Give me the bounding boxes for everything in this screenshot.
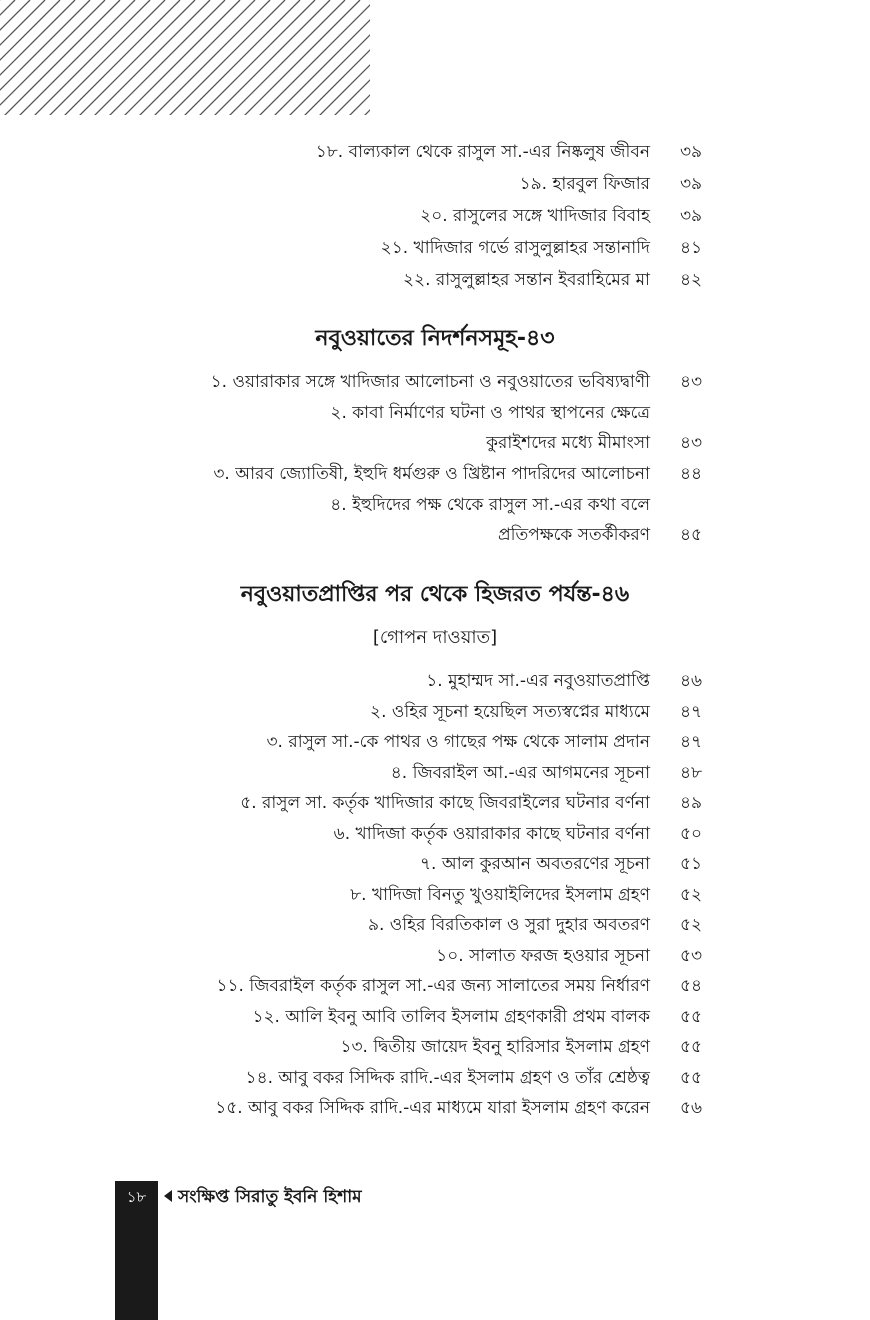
toc-entry-page: ৪৪ <box>680 464 703 484</box>
toc-entry-title: ৩. রাসুল সা.-কে পাথর ও গাছের পক্ষ থেকে সালাম প্রদান <box>266 732 650 752</box>
toc-entry[interactable] <box>0 1063 870 1093</box>
toc-entry-title: ২. কাবা নির্মাণের ঘটনা ও পাথর স্থাপনের ক্ষেত্রে <box>330 403 650 423</box>
toc-entry[interactable] <box>0 819 870 849</box>
toc-entry-page: ৩৯ <box>680 142 703 162</box>
toc-entry-title: ২১. খাদিজার গর্ভে রাসুলুল্লাহর সন্তানাদি <box>380 238 650 258</box>
toc-entry[interactable] <box>0 666 870 696</box>
toc-entry-page: ৫৪ <box>680 976 703 996</box>
toc-entry-page: ৪১ <box>680 238 703 258</box>
toc-entry-title: ১. ওয়ারাকার সঙ্গে খাদিজার আলোচনা ও নবুওয়াতের ভবিষ্যদ্বাণী <box>210 372 650 392</box>
toc-entry-title: ৬. খাদিজা কর্তৃক ওয়ারাকার কাছে ঘটনার বর্ণনা <box>333 824 650 844</box>
toc-entry[interactable] <box>0 697 870 727</box>
hatch-line <box>270 0 370 115</box>
toc-entry-page: ৫১ <box>680 854 703 874</box>
toc-entry-title: ৯. ওহির বিরতিকাল ও সুরা দুহার অবতরণ <box>367 915 650 935</box>
toc-entry[interactable] <box>0 137 870 167</box>
toc-entry-page: ৫৫ <box>680 1007 703 1027</box>
toc-entry-title: ১৮. বাল্যকাল থেকে রাসুল সা.-এর নিষ্কলুষ জীবন <box>315 142 650 162</box>
toc-entry-title: ২২. রাসুলুল্লাহর সন্তান ইবরাহিমের মা <box>402 270 650 290</box>
toc-entry[interactable] <box>0 169 870 199</box>
toc-entry-title: ১৯. হারবুল ফিজার <box>519 174 650 194</box>
toc-entry[interactable] <box>0 849 870 879</box>
toc-entry[interactable] <box>0 758 870 788</box>
section-subheading: [গোপন দাওয়াত] <box>372 627 498 648</box>
toc-entry-page: ৫৬ <box>680 1098 703 1118</box>
section-heading: নবুওয়াতপ্রাপ্তির পর থেকে হিজরত পর্যন্ত-৪৬ <box>240 582 630 607</box>
toc-entry-page: ৫২ <box>680 915 703 935</box>
toc-entry[interactable] <box>0 1093 870 1123</box>
toc-entry-title: ২০. রাসুলের সঙ্গে খাদিজার বিবাহ <box>420 206 650 226</box>
toc-entry[interactable] <box>0 265 870 295</box>
page-number: ১৮ <box>126 1188 147 1206</box>
toc-entry-page: ৪২ <box>680 270 703 290</box>
hatch-line <box>360 0 370 115</box>
toc-entry-title: ১০. সালাত ফরজ হওয়ার সূচনা <box>436 946 650 966</box>
toc-entry-page: ৪৩ <box>680 372 703 392</box>
toc-entry-page: ৫৫ <box>680 1037 703 1057</box>
toc-entry-title: কুরাইশদের মধ্যে মীমাংসা <box>486 433 650 453</box>
toc-entry-page: ৫০ <box>680 824 703 844</box>
hatch-line <box>0 0 60 115</box>
toc-entry[interactable] <box>0 941 870 971</box>
toc-entry[interactable] <box>0 1002 870 1032</box>
toc-entry[interactable] <box>0 233 870 263</box>
toc-entry[interactable] <box>0 428 870 458</box>
toc-entry-title: ১. মুহাম্মদ সা.-এর নবুওয়াতপ্রাপ্তি <box>426 671 650 691</box>
section-heading: নবুওয়াতের নিদর্শনসমূহ-৪৩ <box>315 326 555 351</box>
toc-entry[interactable] <box>0 520 870 550</box>
toc-entry-page: ৪৭ <box>680 732 703 752</box>
toc-entry-title: প্রতিপক্ষকে সতর্কীকরণ <box>497 525 650 545</box>
toc-entry[interactable] <box>0 201 870 231</box>
toc-entry[interactable] <box>0 880 870 910</box>
toc-entry[interactable] <box>0 727 870 757</box>
toc-entry-title: ১৩. দ্বিতীয় জায়েদ ইবনু হারিসার ইসলাম গ্রহণ <box>340 1037 650 1057</box>
toc-entry-title: ১১. জিবরাইল কর্তৃক রাসুল সা.-এর জন্য সালাতের সময় নির্ধারণ <box>216 976 650 996</box>
toc-entry[interactable] <box>0 490 870 520</box>
toc-entry-page: ৪৩ <box>680 433 703 453</box>
toc-entry-page: ৪৭ <box>680 702 703 722</box>
toc-entry-title: ৭. আল কুরআন অবতরণের সূচনা <box>419 854 650 874</box>
toc-entry-page: ৫৫ <box>680 1068 703 1088</box>
toc-entry[interactable] <box>0 398 870 428</box>
toc-entry[interactable] <box>0 910 870 940</box>
toc-entry-page: ৪৮ <box>680 763 703 783</box>
toc-entry-title: ৪. জিবরাইল আ.-এর আগমনের সূচনা <box>390 763 650 783</box>
hatch-line <box>300 0 370 115</box>
hatch-line <box>0 0 30 115</box>
toc-entry-page: ৪৯ <box>680 793 703 813</box>
running-footer-title: সংক্ষিপ্ত সিরাতু ইবনি হিশাম <box>178 1187 362 1207</box>
toc-entry-title: ৫. রাসুল সা. কর্তৃক খাদিজার কাছে জিবরাইলের ঘটনার বর্ণনা <box>240 793 650 813</box>
toc-entry-page: ৫২ <box>680 885 703 905</box>
toc-entry-page: ৪৬ <box>680 671 703 691</box>
toc-entry-page: ৫৩ <box>680 946 703 966</box>
toc-entry-page: ৪৫ <box>680 525 703 545</box>
toc-entry[interactable] <box>0 459 870 489</box>
left-triangle-icon <box>164 1190 172 1202</box>
toc-entry-title: ৮. খাদিজা বিনতু খুওয়াইলিদের ইসলাম গ্রহণ <box>350 885 650 905</box>
toc-entry-title: ১২. আলি ইবনু আবি তালিব ইসলাম গ্রহণকারী প্রথম বালক <box>252 1007 650 1027</box>
toc-entry[interactable] <box>0 1032 870 1062</box>
toc-entry-page: ৩৯ <box>680 174 703 194</box>
decorative-hatch-pattern <box>0 0 370 115</box>
toc-entry[interactable] <box>0 971 870 1001</box>
toc-entry-page: ৩৯ <box>680 206 703 226</box>
toc-entry-title: ৩. আরব জ্যোতিষী, ইহুদি ধর্মগুরু ও খ্রিষ্টান পাদরিদের আলোচনা <box>213 464 650 484</box>
toc-entry-title: ২. ওহির সূচনা হয়েছিল সত্যস্বপ্নের মাধ্যমে <box>370 702 650 722</box>
hatch-line <box>330 0 370 115</box>
toc-entry[interactable] <box>0 788 870 818</box>
toc-entry-title: ১৫. আবু বকর সিদ্দিক রাদি.-এর মাধ্যমে যারা ইসলাম গ্রহণ করেন <box>215 1098 650 1118</box>
toc-entry-title: ৪. ইহুদিদের পক্ষ থেকে রাসুল সা.-এর কথা বলে <box>330 495 650 515</box>
toc-entry[interactable] <box>0 367 870 397</box>
toc-entry-title: ১৪. আবু বকর সিদ্দিক রাদি.-এর ইসলাম গ্রহণ ও তাঁর শ্রেষ্ঠত্ব <box>245 1068 650 1088</box>
